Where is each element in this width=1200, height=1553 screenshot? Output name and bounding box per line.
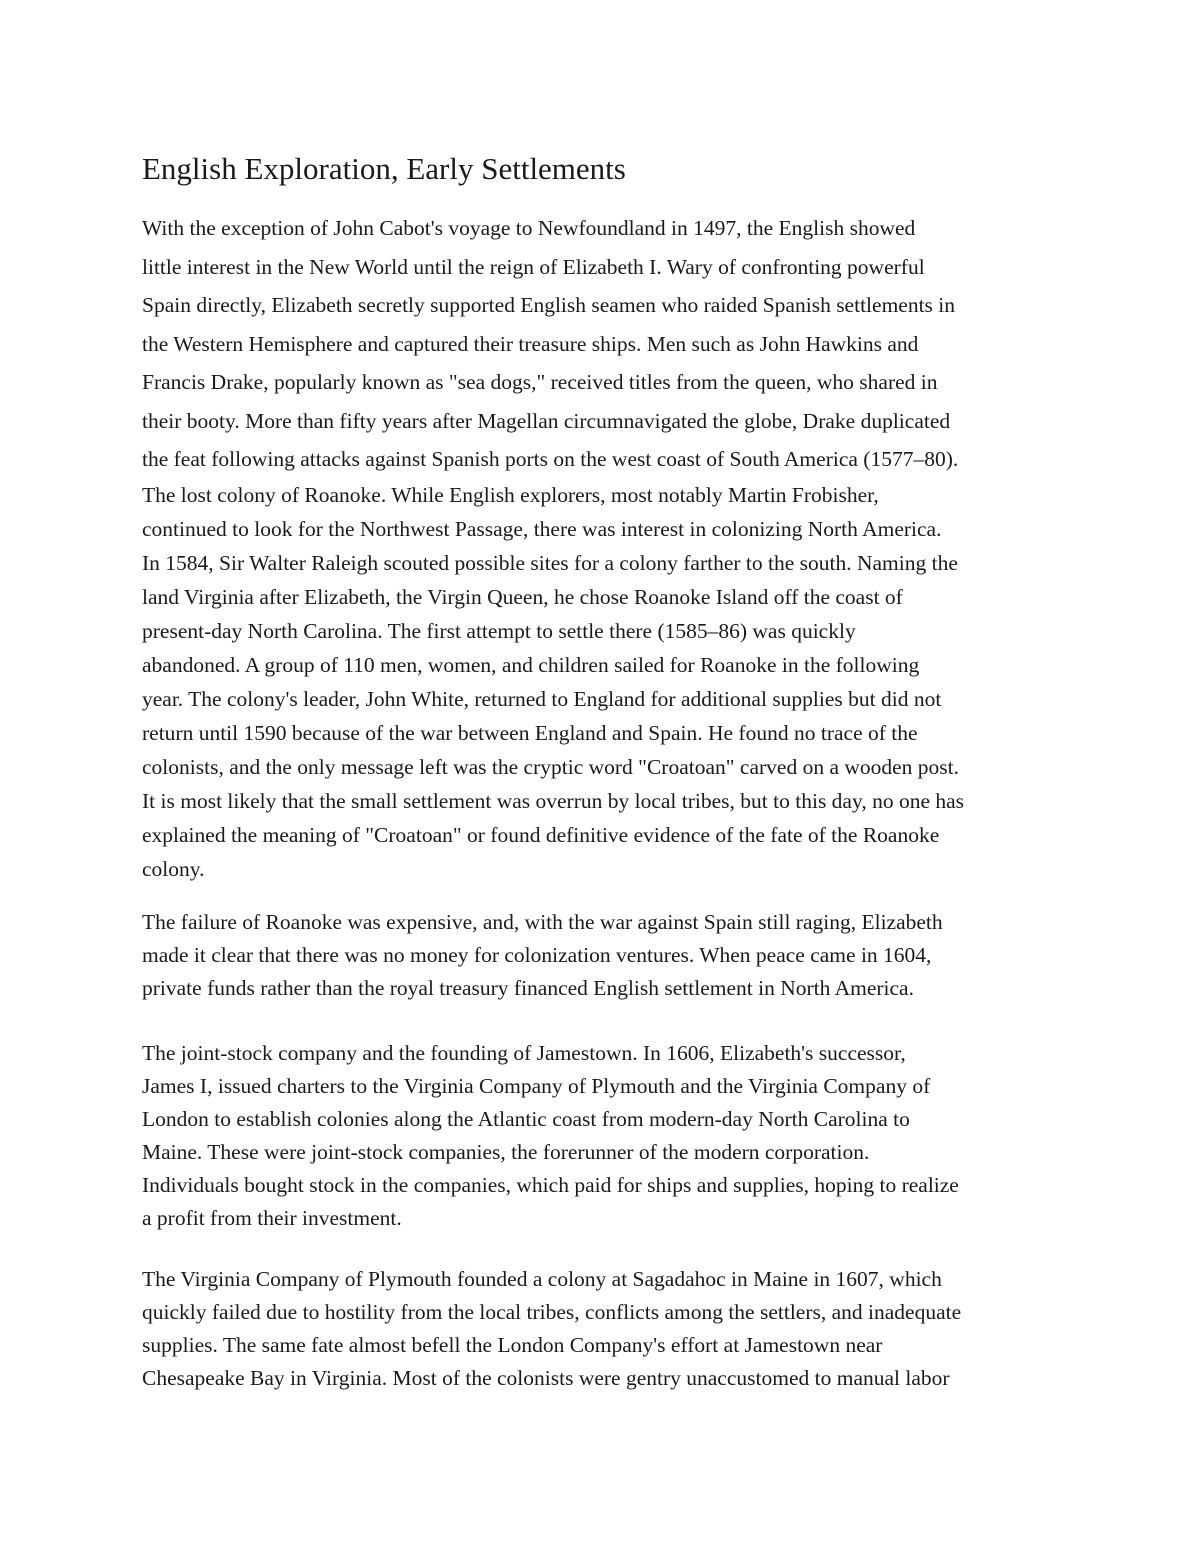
text-line: land Virginia after Elizabeth, the Virgin Queen, he chose Roanoke Island off the coast of bbox=[142, 585, 903, 609]
text-line: colonists, and the only message left was the cryptic word "Croatoan" carved on a wooden post. bbox=[142, 755, 960, 779]
paragraph-failure bbox=[142, 906, 1062, 1005]
text-line: Maine. These were joint-stock companies, the forerunner of the modern corporation. bbox=[142, 1140, 870, 1164]
paragraph-plymouth bbox=[142, 1263, 1062, 1395]
text-line: quickly failed due to hostility from the local tribes, conflicts among the settlers, and inadequate bbox=[142, 1300, 962, 1324]
text-line: the Western Hemisphere and captured their treasure ships. Men such as John Hawkins and bbox=[142, 331, 919, 356]
text-line: Francis Drake, popularly known as "sea dogs," received titles from the queen, who shared in bbox=[142, 370, 938, 394]
text-line: private funds rather than the royal treasury financed English settlement in North America. bbox=[142, 976, 914, 1000]
text-line: present-day North Carolina. The first attempt to settle there (1585–86) was quickly bbox=[142, 619, 856, 643]
paragraph-roanoke bbox=[142, 478, 1062, 886]
text-line: a profit from their investment. bbox=[142, 1206, 402, 1230]
text-line: Individuals bought stock in the companies, which paid for ships and supplies, hoping to realize bbox=[142, 1173, 959, 1197]
text-line: return until 1590 because of the war between England and Spain. He found no trace of the bbox=[142, 721, 918, 745]
text-line: made it clear that there was no money for colonization ventures. When peace came in 1604, bbox=[142, 943, 932, 967]
text-line: The joint-stock company and the founding of Jamestown. In 1606, Elizabeth's successor, bbox=[142, 1041, 906, 1065]
text-line: little interest in the New World until the reign of Elizabeth I. Wary of confronting powerful bbox=[142, 254, 925, 279]
text-line: The lost colony of Roanoke. While English explorers, most notably Martin Frobisher, bbox=[142, 483, 879, 507]
text-line: London to establish colonies along the Atlantic coast from modern-day North Carolina to bbox=[142, 1107, 910, 1131]
text-line: The failure of Roanoke was expensive, and, with the war against Spain still raging, Elizabeth bbox=[142, 910, 943, 934]
text-line: James I, issued charters to the Virginia Company of Plymouth and the Virginia Company of bbox=[142, 1074, 931, 1098]
text-line: continued to look for the Northwest Passage, there was interest in colonizing North America. bbox=[142, 517, 942, 541]
text-line: abandoned. A group of 110 men, women, and children sailed for Roanoke in the following bbox=[142, 653, 920, 677]
text-line: The Virginia Company of Plymouth founded a colony at Sagadahoc in Maine in 1607, which bbox=[142, 1267, 942, 1291]
text-line: With the exception of John Cabot's voyage to Newfoundland in 1497, the English showed bbox=[142, 216, 916, 240]
text-line: their booty. More than fifty years after Magellan circumnavigated the globe, Drake duplicated bbox=[142, 408, 951, 433]
text-line: colony. bbox=[142, 857, 205, 881]
text-line: the feat following attacks against Spanish ports on the west coast of South America (1577–80). bbox=[142, 447, 959, 471]
text-line: Spain directly, Elizabeth secretly supported English seamen who raided Spanish settlements in bbox=[142, 293, 956, 317]
text-line: In 1584, Sir Walter Raleigh scouted possible sites for a colony farther to the south. Naming the bbox=[142, 551, 958, 575]
text-line: supplies. The same fate almost befell the London Company's effort at Jamestown near bbox=[142, 1333, 883, 1357]
text-line: Chesapeake Bay in Virginia. Most of the colonists were gentry unaccustomed to manual labor bbox=[142, 1366, 950, 1390]
paragraph-intro bbox=[142, 209, 1062, 479]
text-line: explained the meaning of "Croatoan" or found definitive evidence of the fate of the Roanoke bbox=[142, 823, 940, 847]
paragraph-jamestown bbox=[142, 1037, 1062, 1235]
text-line: year. The colony's leader, John White, returned to England for additional supplies but did not bbox=[142, 687, 942, 711]
page-title: English Exploration, Early Settlements bbox=[142, 151, 626, 186]
text-line: It is most likely that the small settlement was overrun by local tribes, but to this day, no one has bbox=[142, 789, 965, 813]
